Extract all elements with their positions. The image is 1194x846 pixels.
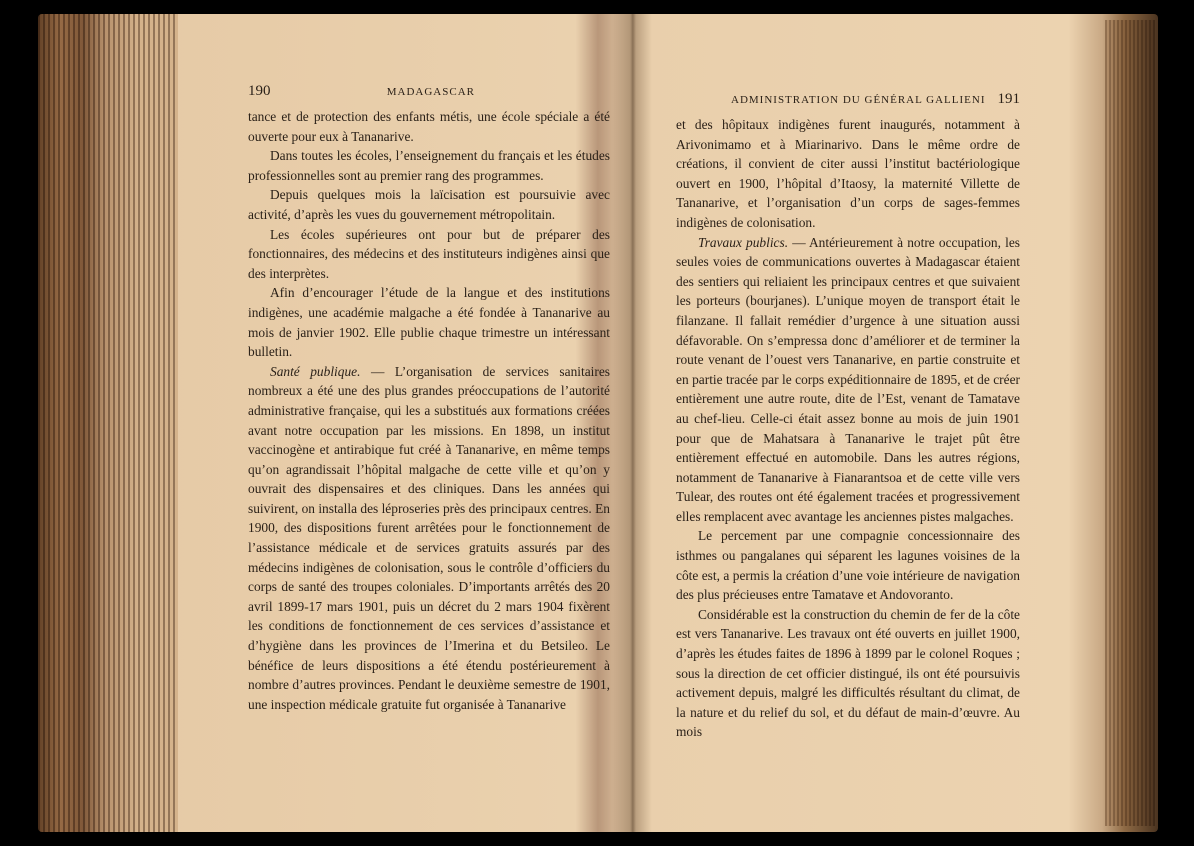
paragraph (676, 233, 1020, 527)
paragraph (676, 115, 1020, 233)
left-page (248, 83, 610, 714)
right-page-number: 191 (997, 91, 1020, 107)
paragraph-text: Depuis quelques mois la laïcisation est poursuivie avec activité, d’après les vues du gouvernement métropolitain. (248, 187, 610, 222)
paragraph (248, 107, 610, 146)
paragraph-text: — Antérieurement à notre occupation, les seules voies de communications ouvertes à Madagascar étaient des sentiers qui reliaient les principaux centres et que suivaient les porteurs (bourjanes). L’unique moyen de transport était le filanzane. Il fallait remédier d’urgence à une situation aussi défavorable. On s’empressa donc d’améliorer et de terminer la route venant de l’ouest vers Tananarive, en partie construite et en partie tracée par le corps expéditionnaire de 1895, et de créer entièrement une autre route, dite de l’Est, venant de Tamatave au chef-lieu. Celle-ci était assez bonne au mois de juin 1901 pour que de Mahatsara à Tananarive le trajet pût être entièrement effectué en automobile. Dans les autres régions, notamment de Tananarive à Fianarantsoa et de cette ville vers Tulear, des routes ont été également tracées et progressivement elles remplacent avec avantage les anciennes pistes malgaches. (676, 234, 1020, 524)
paragraph (248, 283, 610, 361)
right-page-text (676, 115, 1020, 742)
paragraph-text: Dans toutes les écoles, l’enseignement du français et les études professionnelles sont au premier rang des programmes. (248, 148, 610, 183)
paragraph-text: Considérable est la construction du chemin de fer de la côte est vers Tananarive. Les travaux ont été ouverts en juillet 1900, d’après les études faites de 1896 à 1899 par le colonel Roques ; sous la direction de cet officier distingué, ils ont été poursuivis activement depuis, malgré les difficultés résultant du climat, de la nature et du relief du sol, et du défaut de main-d’œuvre. Au mois (676, 606, 1020, 740)
left-page-text (248, 107, 610, 714)
paragraph (676, 605, 1020, 742)
paragraph (248, 362, 610, 715)
left-page-edges (38, 14, 178, 832)
left-running-title: MADAGASCAR (386, 86, 475, 98)
right-page-header (676, 91, 1020, 109)
paragraph-text: et des hôpitaux indigènes furent inaugurés, notamment à Arivonimamo et à Miarinarivo. Dans le même ordre de créations, il convient de citer aussi l’institut bactériologique ouvert en 1900, l’hôpital d’Itaosy, la maternité Villette de Tananarive, et l’organisation d’un corps de sages-femmes indigènes de colonisation. (676, 117, 1020, 230)
section-heading: Santé publique. (270, 363, 361, 379)
paragraph-text: Le percement par une compagnie concessionnaire des isthmes ou pangalanes qui séparent les lagunes voisines de la côte est, a permis la création d’une voie intérieure de navigation des plus précieuses entre Tamatave et Andovoranto. (676, 528, 1020, 603)
paragraph-text: Les écoles supérieures ont pour but de préparer des fonctionnaires, des médecins et des instituteurs indigènes ainsi que des interprètes. (248, 226, 610, 281)
right-page-edges (1105, 20, 1155, 826)
paragraph (248, 185, 610, 224)
left-page-header (248, 83, 610, 101)
paragraph-text: tance et de protection des enfants métis, une école spéciale a été ouverte pour eux à Tananarive. (248, 109, 610, 144)
book-gutter (612, 14, 652, 832)
paragraph (676, 526, 1020, 604)
paragraph (248, 225, 610, 284)
right-running-title: ADMINISTRATION DU GÉNÉRAL GALLIENI (731, 94, 986, 106)
paragraph-text: Afin d’encourager l’étude de la langue et des institutions indigènes, une académie malgache a été fondée à Tananarive au mois de janvier 1902. Elle publie chaque trimestre un intéressant bulletin. (248, 285, 610, 360)
right-page (676, 91, 1020, 742)
left-page-number: 190 (248, 83, 271, 99)
section-heading: Travaux publics. (698, 234, 789, 250)
paragraph (248, 146, 610, 185)
paragraph-text: — L’organisation de services sanitaires nombreux a été une des plus grandes préoccupations de l’autorité administrative française, qui les a substitués aux formations créées avant notre occupation par les missions. En 1898, un institut vaccinogène et antirabique fut créé à Tananarive, en même temps qu’on agrandissait l’hôpital malgache de cette ville et qu’on y ouvrait des dispensaires et des cliniques. Dans les années qui suivirent, on installa des léproseries près des principaux centres. En 1900, des dispositions furent arrêtées pour le fonctionnement de l’assistance médicale et de services gratuits assurés par des médecins indigènes de colonisation, sous le contrôle d’officiers du corps de santé des troupes coloniales. D’importants arrêtés des 20 avril 1899-17 mars 1901, puis un décret du 2 mars 1904 fixèrent les conditions de fonctionnement de ces services d’assistance et d’hygiène dans les provinces de l’Imerina et du Betsileo. Le bénéfice de leurs dispositions a été étendu postérieurement à nombre d’autres provinces. Pendant le deuxième semestre de 1901, une inspection médicale gratuite fut organisée à Tananarive (248, 363, 610, 712)
